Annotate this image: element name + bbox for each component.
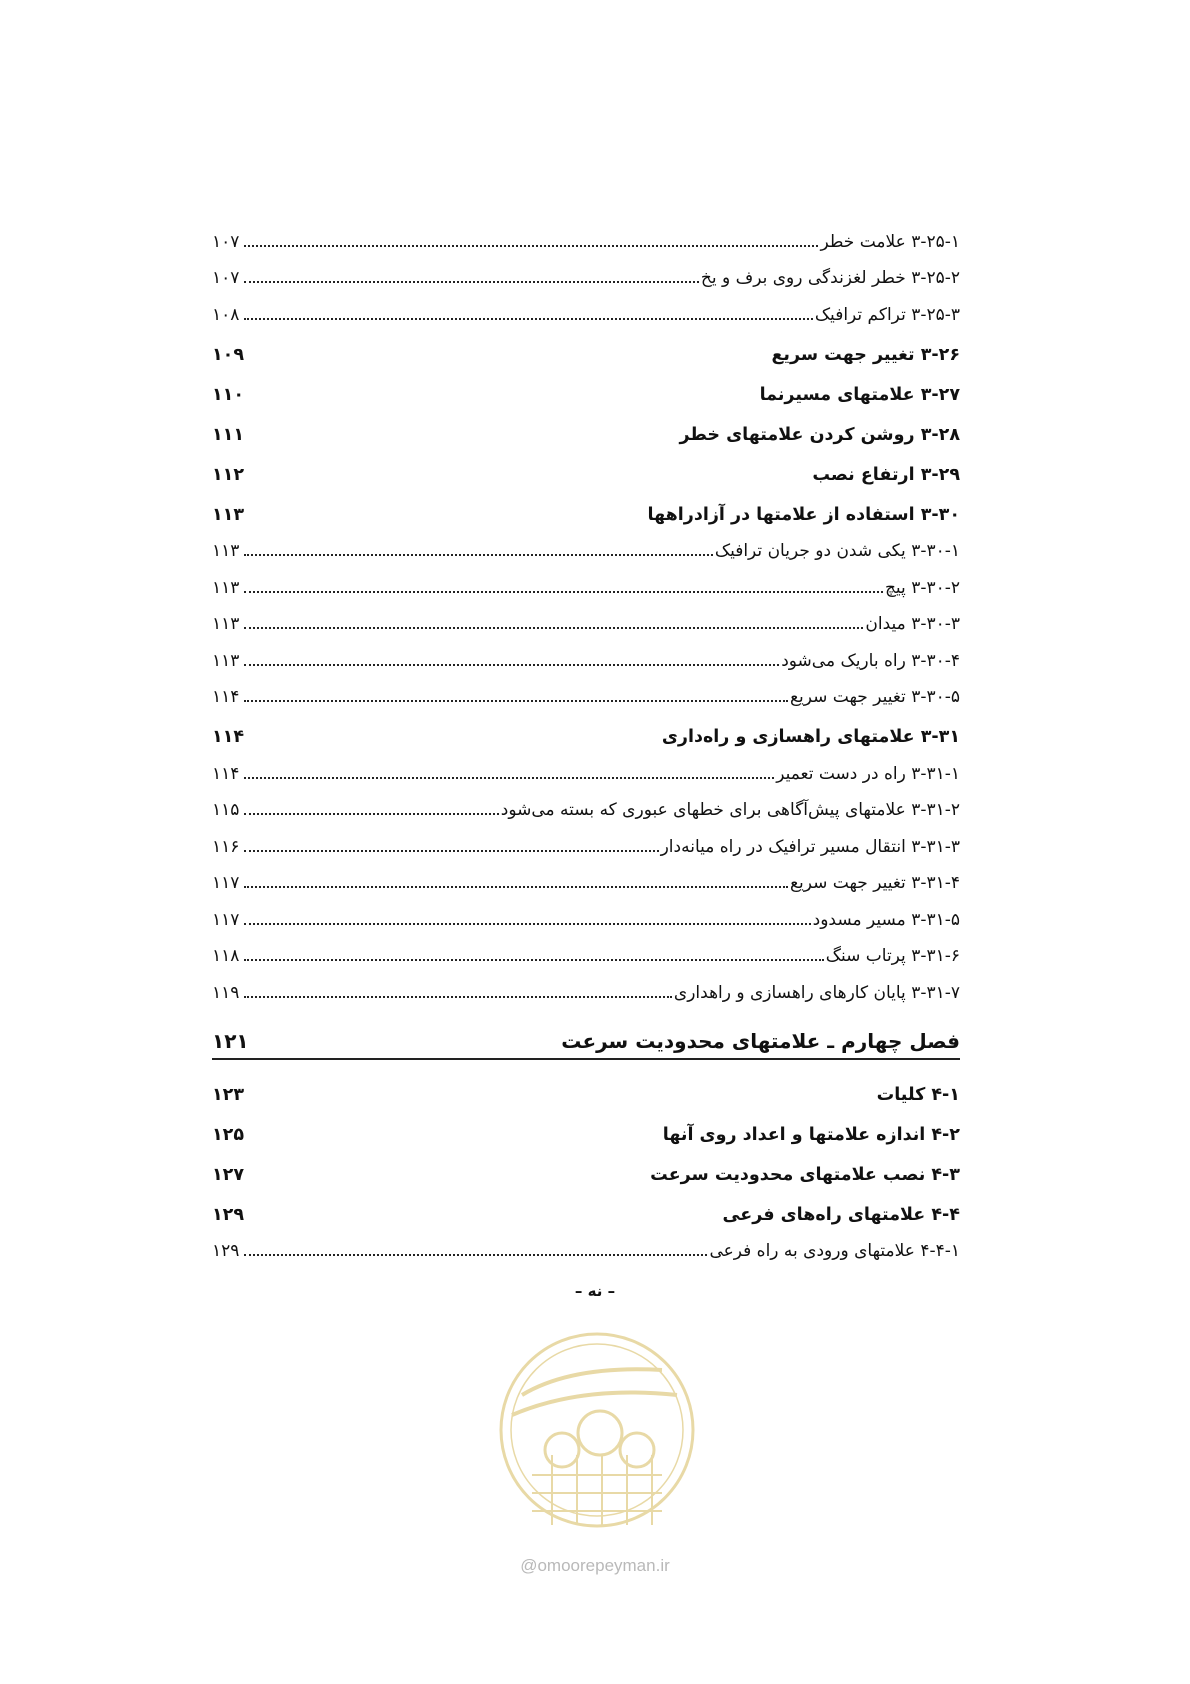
toc-entry-page: ۱۱۷ xyxy=(212,909,240,930)
toc-entry-sub xyxy=(212,821,960,858)
toc-entry-title: فصل چهارم ـ علامتهای محدودیت سرعت xyxy=(561,1028,960,1053)
toc-entry-title: ۴-۱ کلیات xyxy=(876,1084,960,1105)
toc-leader-dots xyxy=(244,591,883,593)
toc-entry-section xyxy=(212,326,960,366)
toc-entry-page: ۱۱۲ xyxy=(212,464,245,485)
toc-entry-page: ۱۱۳ xyxy=(212,541,240,561)
toc-entry-sub xyxy=(212,967,960,1004)
toc-entry-section xyxy=(212,708,960,748)
toc-entry-page: ۱۱۷ xyxy=(212,873,240,893)
toc-entry-page: ۱۱۹ xyxy=(212,982,240,1003)
toc-entry-sub xyxy=(212,785,960,822)
toc-entry-section xyxy=(212,366,960,406)
watermark-website: @omoorepeyman.ir xyxy=(520,1556,670,1575)
toc-entry-sub xyxy=(212,931,960,968)
toc-leader-dots xyxy=(244,850,659,852)
toc-entry-page: ۱۰۷ xyxy=(212,231,240,252)
toc-leader-dots xyxy=(244,923,811,925)
toc-entry-page: ۱۱۵ xyxy=(212,800,240,820)
toc-entry-page: ۱۲۹ xyxy=(212,1241,240,1261)
toc-entry-title: ۳-۳۰ استفاده از علامتها در آزادراهها xyxy=(647,504,960,525)
toc-leader-dots xyxy=(244,1254,707,1256)
toc-entry-title: ۳-۲۷ علامتهای مسیرنما xyxy=(759,384,960,405)
toc-entry-title: ۳-۲۸ روشن کردن علامتهای خطر xyxy=(679,424,960,445)
toc-leader-dots xyxy=(244,664,779,666)
toc-entry-title: ۳-۳۱-۷ پایان کارهای راهسازی و راهداری xyxy=(673,982,960,1003)
toc-entry-sub xyxy=(212,526,960,563)
toc-leader-dots xyxy=(244,627,863,629)
toc-entry-title: ۳-۳۰-۱ یکی شدن دو جریان ترافیک xyxy=(714,541,960,561)
toc-entry-section xyxy=(212,446,960,486)
toc-entry-page: ۱۱۸ xyxy=(212,946,240,966)
toc-entry-title: ۳-۳۱-۵ مسیر مسدود xyxy=(812,909,960,930)
toc-leader-dots xyxy=(244,700,788,702)
toc-entry-title: ۳-۳۱ علامتهای راهسازی و راه‌داری xyxy=(661,727,960,747)
toc-entry-section xyxy=(212,1186,960,1226)
toc-entry-title: ۳-۳۱-۲ علامتهای پیش‌آگاهی برای خطهای عبوری که بسته می‌شود xyxy=(500,800,960,820)
toc-entry-title: ۳-۳۱-۳ انتقال مسیر ترافیک در راه میانه‌دار xyxy=(660,836,960,857)
toc-leader-dots xyxy=(244,886,788,888)
toc-entry-section xyxy=(212,1066,960,1106)
toc-entry-title: ۳-۳۰-۲ پیچ xyxy=(884,577,960,598)
toc-entry-sub xyxy=(212,635,960,672)
watermark-seal-icon xyxy=(492,1325,702,1575)
toc-entry-page: ۱۱۳ xyxy=(212,614,240,634)
toc-entry-page: ۱۰۹ xyxy=(212,344,245,365)
toc-leader-dots xyxy=(244,554,713,556)
toc-entry-title: ۳-۳۰-۵ تغییر جهت سریع xyxy=(789,687,960,707)
toc-entry-page: ۱۲۵ xyxy=(212,1124,245,1145)
toc-entry-page: ۱۱۱ xyxy=(212,424,245,445)
toc-entry-title: ۳-۳۰-۴ راه باریک می‌شود xyxy=(781,650,960,671)
toc-leader-dots xyxy=(244,281,699,283)
toc-entry-sub xyxy=(212,748,960,785)
table-of-contents xyxy=(212,216,960,1262)
toc-entry-page: ۱۲۷ xyxy=(212,1164,245,1185)
toc-entry-sub xyxy=(212,562,960,599)
toc-entry-title: ۳-۲۵-۱ علامت خطر xyxy=(820,231,960,252)
toc-entry-page: ۱۱۶ xyxy=(212,836,240,857)
toc-entry-section xyxy=(212,1106,960,1146)
toc-entry-sub xyxy=(212,599,960,636)
toc-entry-section xyxy=(212,1146,960,1186)
toc-entry-sub xyxy=(212,216,960,253)
toc-entry-title: ۴-۴ علامتهای راه‌های فرعی xyxy=(722,1204,960,1225)
toc-leader-dots xyxy=(244,959,824,961)
toc-entry-sub xyxy=(212,672,960,709)
toc-entry-title: ۳-۳۱-۱ راه در دست تعمیر xyxy=(776,763,960,784)
toc-entry-section xyxy=(212,486,960,526)
toc-entry-sub xyxy=(212,289,960,326)
toc-leader-dots xyxy=(244,245,818,247)
toc-entry-sub xyxy=(212,894,960,931)
toc-entry-title: ۳-۲۵-۲ خطر لغزندگی روی برف و یخ xyxy=(700,268,960,288)
toc-entry-title: ۳-۳۱-۴ تغییر جهت سریع xyxy=(789,873,960,893)
toc-entry-sub xyxy=(212,253,960,290)
toc-entry-page: ۱۲۳ xyxy=(212,1084,245,1105)
toc-entry-title: ۳-۲۵-۳ تراکم ترافیک xyxy=(814,304,960,325)
toc-entry-page: ۱۱۳ xyxy=(212,577,240,598)
toc-entry-page: ۱۱۴ xyxy=(212,687,240,707)
toc-entry-sub xyxy=(212,858,960,895)
toc-entry-chapter xyxy=(212,1004,960,1060)
toc-entry-page: ۱۱۳ xyxy=(212,504,245,525)
toc-entry-page: ۱۰۸ xyxy=(212,304,240,325)
toc-entry-title: ۴-۳ نصب علامتهای محدودیت سرعت xyxy=(650,1164,960,1185)
toc-entry-title: ۳-۲۹ ارتفاع نصب xyxy=(812,464,960,485)
toc-entry-sub xyxy=(212,1226,960,1263)
toc-entry-page: ۱۱۳ xyxy=(212,650,240,671)
toc-entry-section xyxy=(212,406,960,446)
toc-entry-title: ۴-۲ اندازه علامتها و اعداد روی آنها xyxy=(662,1124,960,1145)
toc-entry-page: ۱۲۱ xyxy=(212,1028,249,1053)
page-number-footer: – نه – xyxy=(574,1282,616,1300)
toc-entry-page: ۱۰۷ xyxy=(212,268,240,288)
toc-leader-dots xyxy=(244,318,813,320)
toc-entry-title: ۳-۳۱-۶ پرتاب سنگ xyxy=(825,946,960,966)
toc-entry-title: ۳-۲۶ تغییر جهت سریع xyxy=(771,344,960,365)
toc-entry-page: ۱۱۴ xyxy=(212,727,245,747)
toc-entry-page: ۱۲۹ xyxy=(212,1204,245,1225)
toc-entry-page: ۱۱۰ xyxy=(212,384,245,405)
toc-entry-page: ۱۱۴ xyxy=(212,763,240,784)
toc-leader-dots xyxy=(244,813,499,815)
toc-entry-title: ۴-۴-۱ علامتهای ورودی به راه فرعی xyxy=(709,1241,960,1261)
toc-entry-title: ۳-۳۰-۳ میدان xyxy=(865,614,960,634)
toc-leader-dots xyxy=(244,777,774,779)
toc-leader-dots xyxy=(244,996,672,998)
